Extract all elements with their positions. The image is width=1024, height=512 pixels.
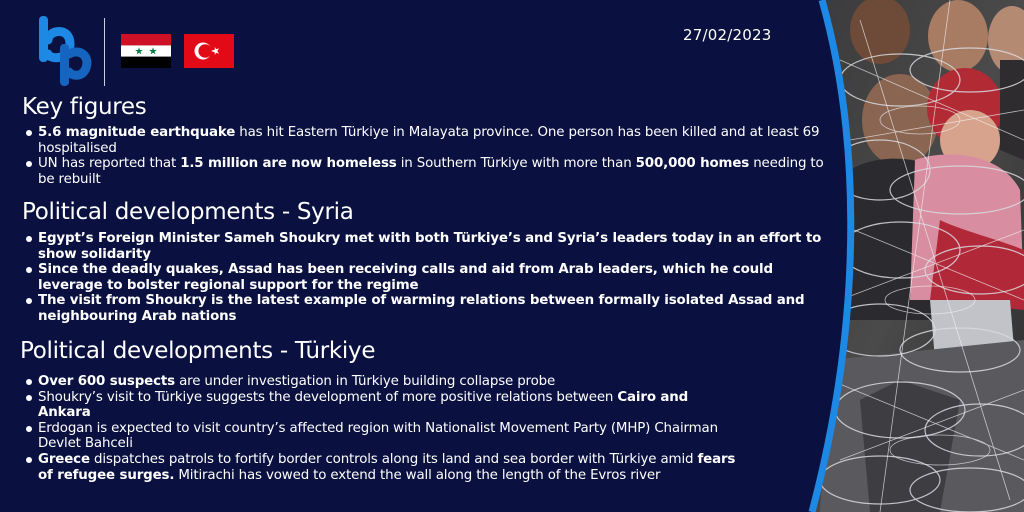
- section-title-key-figures: Key figures: [22, 94, 147, 120]
- section-title-turkiye: Political developments - Türkiye: [20, 338, 376, 364]
- list-item: The visit from Shoukry is the latest example of warming relations between formally isolated Assad and neighbouring Arab nations: [25, 293, 825, 324]
- turkey-flag-icon: [184, 34, 234, 68]
- syria-flag-icon: [121, 34, 171, 68]
- list-item: Greece dispatches patrols to fortify border controls along its land and sea border with Türkiye amid fears of refugee surges. Mitirachi has vowed to extend the wall along the length of the Evros river: [25, 452, 737, 483]
- list-item: UN has reported that 1.5 million are now homeless in Southern Türkiye with more than 500,000 homes needing to be rebuilt: [25, 156, 825, 187]
- syria-list: [25, 231, 825, 325]
- key-figures-list: [25, 125, 825, 187]
- list-item: Over 600 suspects are under investigation in Türkiye building collapse probe: [25, 374, 737, 390]
- list-item: Egypt’s Foreign Minister Sameh Shoukry met with both Türkiye’s and Syria’s leaders today in an effort to show solidarity: [25, 231, 825, 262]
- list-item: 5.6 magnitude earthquake has hit Eastern Türkiye in Malayata province. One person has been killed and at least 69 hospitalised: [25, 125, 825, 156]
- date-label: 27/02/2023: [683, 26, 772, 44]
- bp-logo-icon: [36, 14, 92, 88]
- list-item: Shoukry’s visit to Türkiye suggests the development of more positive relations between Cairo and Ankara: [25, 390, 737, 421]
- turkiye-list: [25, 374, 737, 483]
- list-item: Since the deadly quakes, Assad has been receiving calls and aid from Arab leaders, which he could leverage to bolster regional support for the regime: [25, 262, 825, 293]
- list-item: Erdogan is expected to visit country’s affected region with Nationalist Movement Party (MHP) Chairman Devlet Bahceli: [25, 421, 737, 452]
- section-title-syria: Political developments - Syria: [22, 199, 354, 225]
- logo-divider: [104, 18, 105, 86]
